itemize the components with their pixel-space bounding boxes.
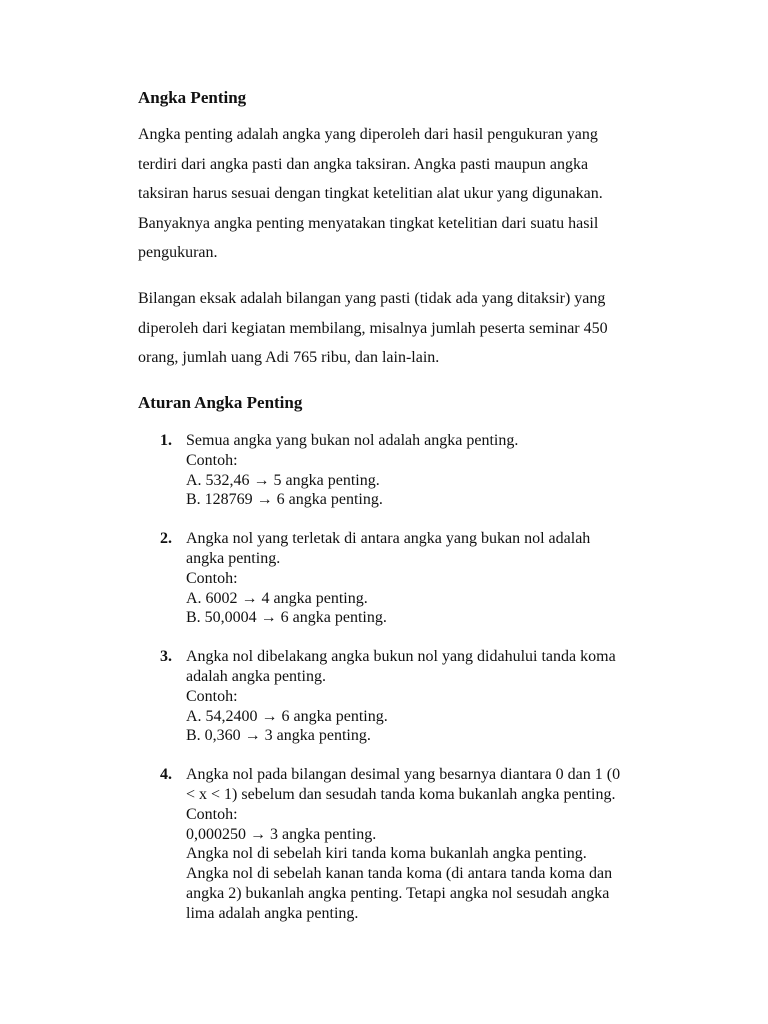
text-line: terdiri dari angka pasti dan angka taksiran. Angka pasti maupun angka — [138, 155, 589, 173]
text-line: orang, jumlah uang Adi 765 ribu, dan lain-lain. — [138, 349, 440, 367]
text-line: Angka nol di sebelah kanan tanda koma (di antara tanda koma dan — [186, 865, 613, 883]
text-line: B. 128769 → 6 angka penting. — [186, 491, 383, 509]
paragraph-definition — [138, 120, 678, 268]
list-item — [138, 529, 678, 628]
text-line: B. 50,0004 → 6 angka penting. — [186, 609, 387, 627]
text-line: Bilangan eksak adalah bilangan yang pasti (tidak ada yang ditaksir) yang — [138, 290, 606, 307]
paragraph-exact-numbers — [138, 284, 678, 373]
text-line: 0,000250 → 3 angka penting. — [186, 825, 377, 843]
text-line: Banyaknya angka penting menyatakan tingkat ketelitian dari suatu hasil — [138, 214, 599, 232]
text-line: A. 54,2400 → 6 angka penting. — [186, 707, 388, 725]
text-line: pengukuran. — [138, 244, 218, 262]
list-number: 4. — [160, 766, 172, 784]
heading-aturan-angka-penting: Aturan Angka Penting — [138, 393, 303, 412]
text-line: Angka nol pada bilangan desimal yang besarnya diantara 0 dan 1 (0 — [186, 766, 621, 784]
list-number: 3. — [160, 648, 172, 666]
text-line: Semua angka yang bukan nol adalah angka penting. — [186, 432, 519, 449]
text-line: Angka penting adalah angka yang diperoleh dari hasil pengukuran yang — [138, 126, 598, 143]
list-number: 1. — [160, 432, 172, 449]
text-line: diperoleh dari kegiatan membilang, misalnya jumlah peserta seminar 450 — [138, 319, 608, 337]
text-line: A. 532,46 → 5 angka penting. — [186, 471, 380, 489]
text-line: < x < 1) sebelum dan sesudah tanda koma bukanlah angka penting. — [186, 785, 616, 803]
text-line: taksiran harus sesuai dengan tingkat ketelitian alat ukur yang digunakan. — [138, 185, 603, 203]
text-line: lima adalah angka penting. — [186, 904, 359, 922]
text-line: angka penting. — [186, 549, 281, 567]
text-line: Angka nol di sebelah kiri tanda koma bukanlah angka penting. — [186, 845, 587, 863]
text-line: Angka nol dibelakang angka bukun nol yang didahului tanda koma — [186, 648, 616, 666]
list-item — [138, 765, 678, 923]
list-item — [138, 647, 678, 746]
heading-angka-penting: Angka Penting — [138, 88, 247, 107]
rules-list — [138, 431, 678, 924]
text-line: adalah angka penting. — [186, 667, 326, 685]
text-line: Contoh: — [186, 687, 238, 705]
text-line: angka 2) bukanlah angka penting. Tetapi angka nol sesudah angka — [186, 884, 610, 902]
text-line: B. 0,360 → 3 angka penting. — [186, 727, 371, 745]
text-line: Contoh: — [186, 805, 238, 823]
text-line: Contoh: — [186, 569, 238, 587]
text-line: Angka nol yang terletak di antara angka yang bukan nol adalah — [186, 530, 591, 548]
list-item — [138, 431, 678, 510]
text-line: Contoh: — [186, 451, 238, 469]
list-number: 2. — [160, 530, 172, 548]
text-line: A. 6002 → 4 angka penting. — [186, 589, 368, 607]
